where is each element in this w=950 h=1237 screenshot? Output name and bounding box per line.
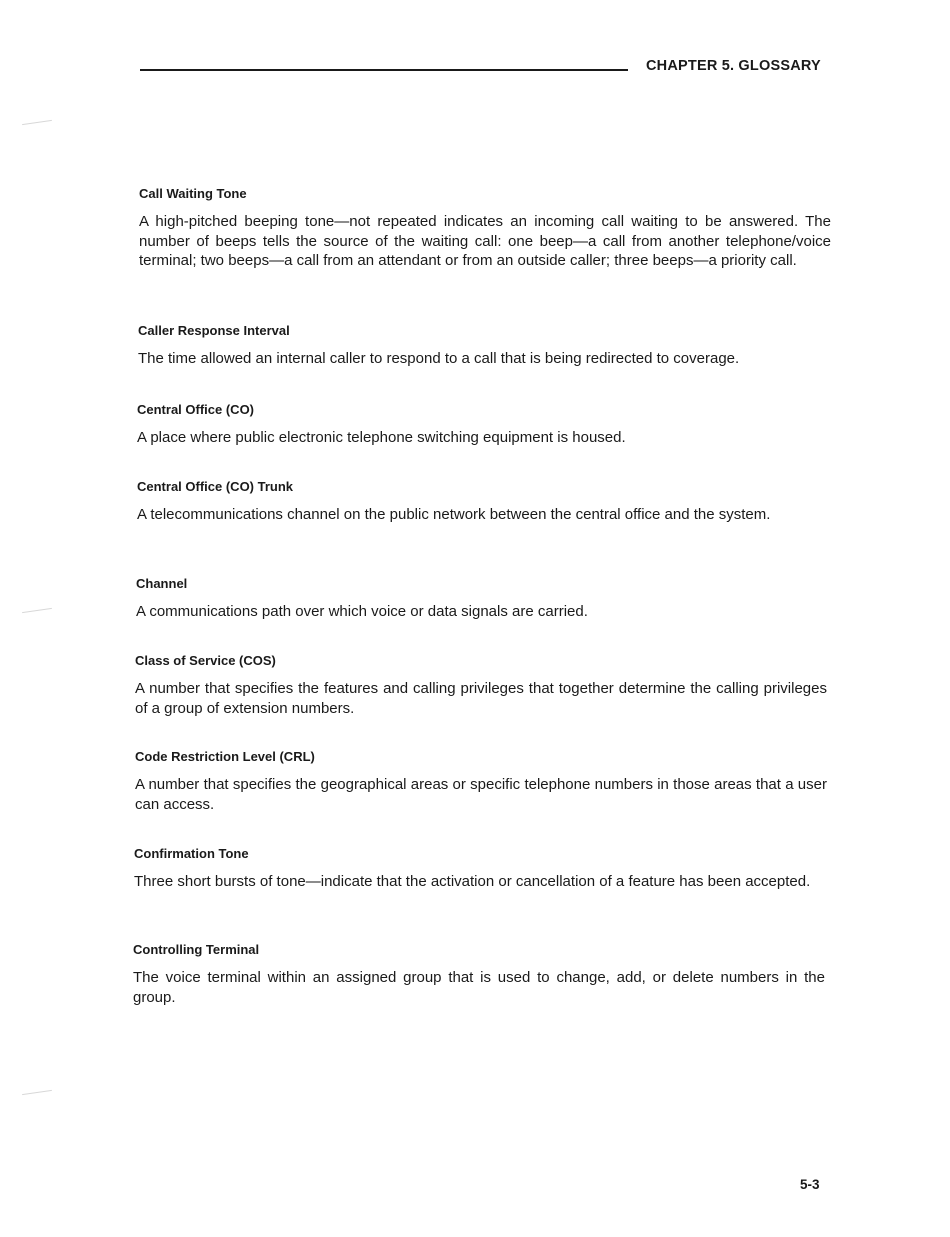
chapter-title: CHAPTER 5. GLOSSARY (646, 58, 821, 74)
glossary-term: Class of Service (COS) (135, 653, 276, 668)
glossary-term: Central Office (CO) Trunk (137, 479, 294, 494)
glossary-entry-channel (136, 576, 828, 622)
glossary-definition: A communications path over which voice or data signals are carried. (136, 603, 588, 620)
glossary-entry-class-of-service (135, 653, 827, 718)
glossary-term: Confirmation Tone (134, 846, 249, 861)
binder-hole-mark (22, 120, 52, 125)
binder-hole-mark (22, 1090, 52, 1095)
header-rule (140, 69, 628, 71)
glossary-term: Channel (136, 576, 188, 591)
glossary-definition: A place where public electronic telephone switching equipment is housed. (137, 429, 626, 446)
glossary-definition: A telecommunications channel on the public network between the central office and the system. (137, 506, 771, 523)
glossary-term: Caller Response Interval (138, 323, 290, 338)
glossary-entry-confirmation-tone (134, 846, 826, 892)
glossary-entry-caller-response-interval (138, 323, 830, 369)
glossary-term: Code Restriction Level (CRL) (135, 749, 315, 764)
page-number: 5-3 (800, 1177, 820, 1192)
glossary-entry-central-office (137, 402, 829, 448)
binder-hole-mark (22, 608, 52, 613)
glossary-term: Call Waiting Tone (139, 186, 247, 201)
glossary-definition: A high-pitched beeping tone—not repeated indicates an incoming call waiting to be answered. The number of beeps tells the source of the waiting call: one beep—a call from another telephone/voice terminal; two beeps—a call from an attendant or from an outside caller; three beeps—a priority call. (139, 213, 831, 269)
glossary-term: Controlling Terminal (133, 942, 260, 957)
glossary-definition: The time allowed an internal caller to respond to a call that is being redirected to coverage. (138, 350, 740, 367)
glossary-entry-call-waiting-tone (139, 186, 831, 271)
glossary-term: Central Office (CO) (137, 402, 255, 417)
glossary-definition: A number that specifies the features and calling privileges that together determine the calling privileges of a group of extension numbers. (135, 680, 827, 717)
glossary-definition: A number that specifies the geographical areas or specific telephone numbers in those areas that a user can access. (135, 776, 827, 813)
glossary-entry-central-office-trunk (137, 479, 829, 525)
glossary-definition: Three short bursts of tone—indicate that the activation or cancellation of a feature has been accepted. (134, 873, 811, 890)
glossary-entry-controlling-terminal (133, 942, 825, 1007)
glossary-entry-code-restriction-level (135, 749, 827, 814)
glossary-definition: The voice terminal within an assigned group that is used to change, add, or delete numbers in the group. (133, 969, 825, 1006)
